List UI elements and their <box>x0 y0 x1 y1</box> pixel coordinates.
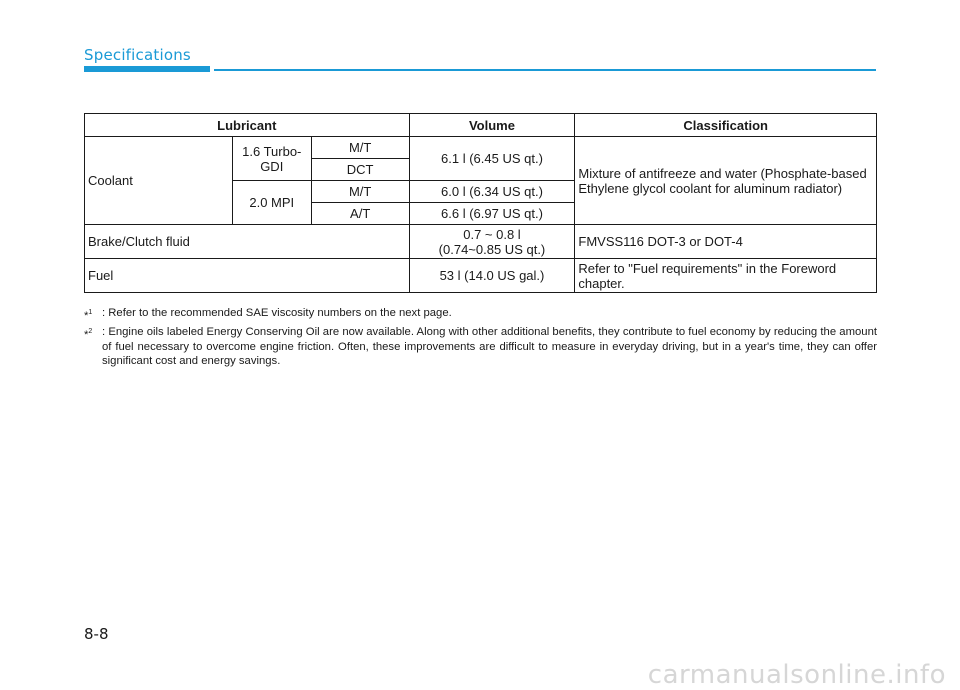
trans-at: A/T <box>311 203 409 225</box>
header-rule-accent <box>84 66 210 72</box>
footnotes <box>84 306 877 369</box>
coolant-label: Coolant <box>85 137 233 225</box>
engine-mpi: 2.0 MPI <box>232 181 311 225</box>
brake-fluid-classification: FMVSS116 DOT-3 or DOT-4 <box>575 225 877 259</box>
fuel-classification: Refer to "Fuel requirements" in the Foreword chapter. <box>575 259 877 293</box>
footnote-marker: *$^1$ <box>84 309 93 322</box>
header-volume: Volume <box>409 114 575 137</box>
trans-dct: DCT <box>311 159 409 181</box>
header-classification: Classification <box>575 114 877 137</box>
section-title: Specifications <box>84 46 191 64</box>
fuel-volume: 53 l (14.0 US gal.) <box>409 259 575 293</box>
brake-volume-line2: (0.74~0.85 US qt.) <box>438 241 546 257</box>
table-row <box>85 259 877 293</box>
table-row <box>85 225 877 259</box>
fuel-label: Fuel <box>85 259 410 293</box>
coolant-volume-mpi-at: 6.6 l (6.97 US qt.) <box>409 203 575 225</box>
brake-fluid-label: Brake/Clutch fluid <box>85 225 410 259</box>
table-row <box>85 137 877 159</box>
coolant-volume-mpi-mt: 6.0 l (6.34 US qt.) <box>409 181 575 203</box>
trans-mt: M/T <box>311 137 409 159</box>
footnote-text: : Engine oils labeled Energy Conserving Oil are now available. Along with other additional benefits, they contribute to fuel economy by reducing the amount of fuel necessary to overcome engine friction. Often, these improvements are difficult to measure in everyday driving, but in a year's time, they can offer significant cost and energy savings. <box>102 326 877 368</box>
footnote-text: : Refer to the recommended SAE viscosity numbers on the next page. <box>102 307 452 319</box>
header-rule-line <box>214 69 876 71</box>
footnote-2 <box>84 325 877 369</box>
footnote-marker: *$^2$ <box>84 328 93 342</box>
footnote-1 <box>84 306 877 323</box>
watermark: carmanualsonline.info <box>647 660 946 690</box>
trans-mt: M/T <box>311 181 409 203</box>
coolant-volume-turbo: 6.1 l (6.45 US qt.) <box>409 137 575 181</box>
table-header-row <box>85 114 877 137</box>
specifications-table <box>84 113 877 293</box>
brake-volume-line1: 0.7 ~ 0.8 l <box>463 226 521 242</box>
engine-turbo-gdi: 1.6 Turbo-GDI <box>232 137 311 181</box>
page-number: 8-8 <box>84 625 109 643</box>
brake-fluid-volume <box>409 225 575 259</box>
coolant-classification: Mixture of antifreeze and water (Phosphate-based Ethylene glycol coolant for aluminum radiator) <box>575 137 877 225</box>
header-lubricant: Lubricant <box>85 114 410 137</box>
